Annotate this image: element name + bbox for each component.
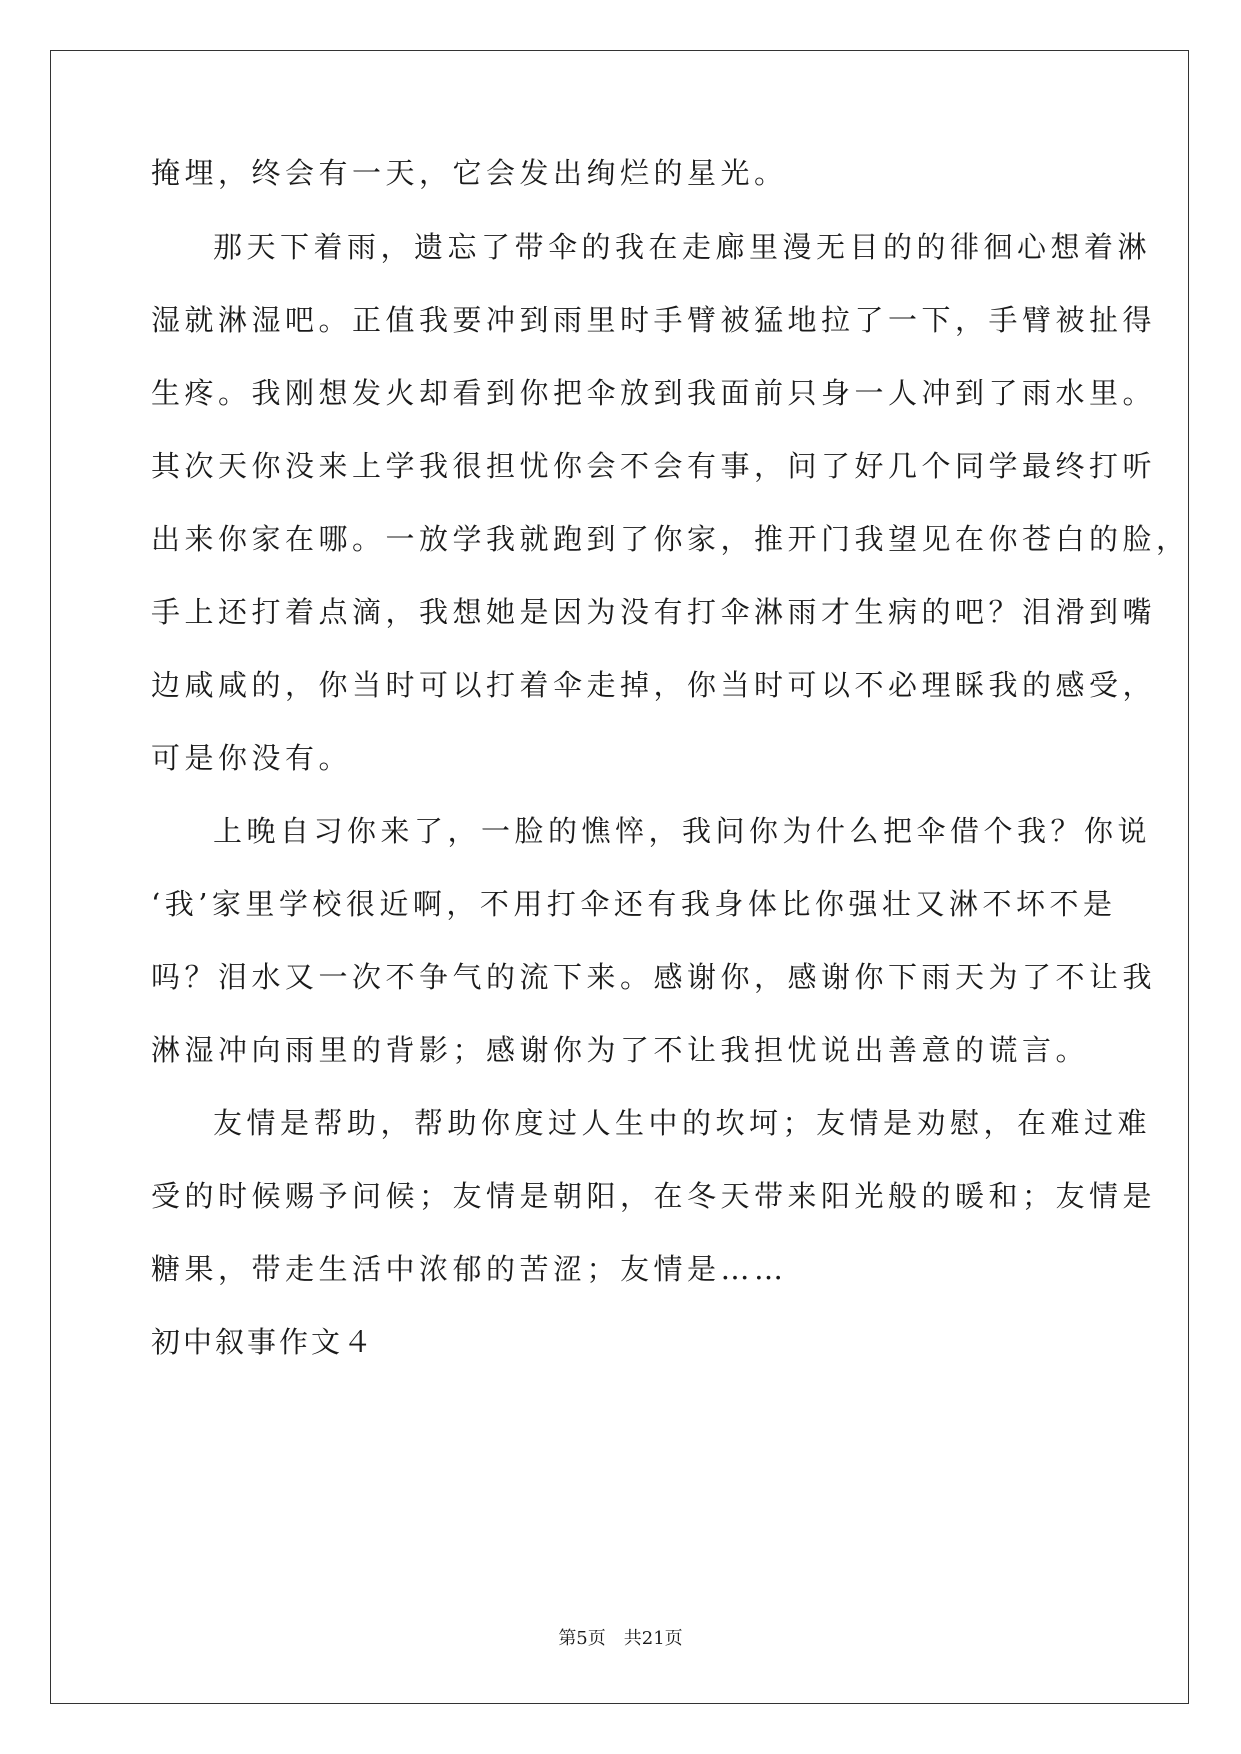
text-line: 上晚自习你来了，一脸的憔悴，我问你为什么把伞借个我？你说: [213, 814, 1152, 848]
text-line: 可是你没有。: [151, 741, 353, 775]
section-heading: 初中叙事作文４: [151, 1325, 376, 1359]
text-line: 友情是帮助，帮助你度过人生中的坎坷；友情是劝慰，在难过难: [213, 1106, 1152, 1140]
text-line: 生疼。我刚想发火却看到你把伞放到我面前只身一人冲到了雨水里。: [151, 376, 1157, 410]
text-line: 边咸咸的，你当时可以打着伞走掉，你当时可以不必理睬我的感受，: [151, 668, 1157, 702]
text-line: 手上还打着点滴，我想她是因为没有打伞淋雨才生病的吧？泪滑到嘴: [151, 595, 1157, 629]
text-line: 那天下着雨，遗忘了带伞的我在走廊里漫无目的的徘徊心想着淋: [213, 230, 1152, 264]
text-line: 掩埋，终会有一天，它会发出绚烂的星光。: [151, 156, 788, 190]
text-line: 淋湿冲向雨里的背影；感谢你为了不让我担忧说出善意的谎言。: [151, 1033, 1090, 1067]
text-line: 其次天你没来上学我很担忧你会不会有事，问了好几个同学最终打听: [151, 449, 1157, 483]
text-line: 吗？泪水又一次不争气的流下来。感谢你，感谢你下雨天为了不让我: [151, 960, 1157, 994]
text-line: ‘我’家里学校很近啊，不用打伞还有我身体比你强壮又淋不坏不是: [151, 887, 1117, 921]
text-line: 受的时候赐予问候；友情是朝阳，在冬天带来阳光般的暖和；友情是: [151, 1179, 1157, 1213]
page-number: 第5页 共21页: [558, 1628, 683, 1649]
text-line: 糖果，带走生活中浓郁的苦涩；友情是……: [151, 1252, 788, 1286]
text-line: 湿就淋湿吧。正值我要冲到雨里时手臂被猛地拉了一下，手臂被扯得: [151, 303, 1157, 337]
page-border: [50, 50, 1189, 1704]
page-footer: [0, 1628, 1241, 1650]
text-line: 出来你家在哪。一放学我就跑到了你家，推开门我望见在你苍白的脸，: [151, 522, 1190, 556]
